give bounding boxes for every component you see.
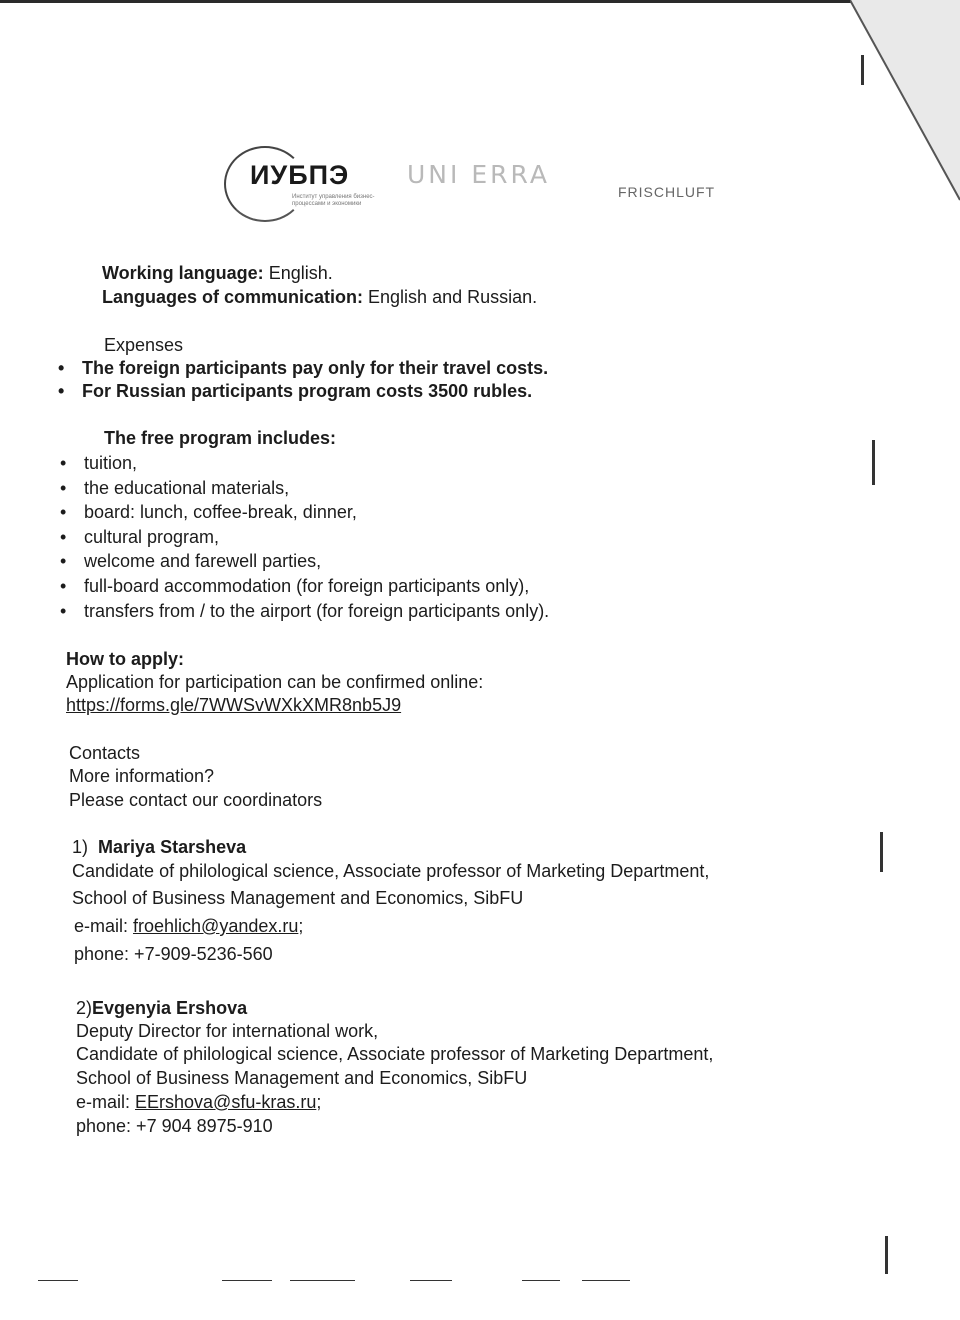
apply-text: Application for participation can be confirmed online: — [66, 672, 484, 692]
working-language — [102, 262, 333, 284]
scan-bottom-line — [522, 1280, 560, 1281]
email-end: ; — [298, 916, 304, 936]
coordinator-detail: Deputy Director for international work, — [76, 1021, 379, 1041]
program-item-text: transfers from / to the airport (for foreign participants only). — [84, 601, 550, 621]
scan-page-edge — [850, 0, 960, 260]
iubpe-logo-text: ИУБПЭ — [250, 160, 350, 190]
scan-bottom-line — [290, 1280, 355, 1281]
bullet: • — [60, 551, 67, 571]
program-item — [60, 477, 290, 499]
program-item — [60, 550, 322, 572]
coordinator-phone: phone: +7 904 8975-910 — [76, 1116, 273, 1136]
coordinator-email-link[interactable]: EErshova@sfu-kras.ru — [135, 1092, 317, 1112]
bullet: • — [58, 381, 65, 401]
scan-mark — [861, 55, 864, 85]
program-item-text: cultural program, — [84, 527, 220, 547]
communication-languages-label: Languages of communication: — [102, 287, 364, 307]
coordinator-number: 1) — [72, 837, 89, 857]
frischluft-logo: FRISCHLUFT — [618, 184, 716, 200]
program-item — [60, 452, 138, 474]
bullet: • — [60, 601, 67, 621]
email-end: ; — [316, 1092, 322, 1112]
coordinator-detail: School of Business Management and Economics, SibFU — [72, 888, 524, 908]
scan-bottom-line — [410, 1280, 452, 1281]
program-item-text: the educational materials, — [84, 478, 290, 498]
partner-logos — [222, 142, 722, 232]
coordinator-number: 2) — [76, 998, 93, 1018]
program-item-text: full-board accommodation (for foreign participants only), — [84, 576, 530, 596]
program-item-text: board: lunch, coffee-break, dinner, — [84, 502, 357, 522]
working-language-label: Working language: — [102, 263, 264, 283]
contacts-heading: Contacts — [69, 743, 141, 763]
iubpe-logo-subtitle: Институт управления бизнес-процессами и экономики — [292, 194, 375, 207]
application-form-link[interactable]: https://forms.gle/7WWSvWXkXMR8nb5J9 — [66, 695, 402, 715]
bullet: • — [58, 358, 65, 378]
bullet: • — [60, 576, 67, 596]
scan-top-line — [0, 0, 960, 3]
expenses-item — [58, 380, 533, 402]
coordinator-email-link[interactable]: froehlich@yandex.ru — [133, 916, 299, 936]
scan-bottom-line — [582, 1280, 630, 1281]
program-item-text: welcome and farewell parties, — [84, 551, 322, 571]
coordinator-detail: Candidate of philological science, Associate professor of Marketing Department, — [72, 861, 710, 881]
coordinator-1-heading — [72, 836, 246, 858]
contacts-line: Please contact our coordinators — [69, 790, 323, 810]
program-heading: The free program includes: — [104, 428, 337, 448]
communication-languages — [102, 286, 537, 308]
middle-logo: UNI ERRA — [407, 160, 550, 189]
apply-heading: How to apply: — [66, 649, 184, 669]
program-item-text: tuition, — [84, 453, 138, 473]
bullet: • — [60, 527, 67, 547]
scan-mark — [885, 1236, 888, 1274]
coordinator-name: Evgenyia Ershova — [92, 998, 248, 1018]
coordinator-email-row — [74, 915, 303, 937]
email-label: e-mail: — [76, 1092, 136, 1112]
iubpe-logo — [222, 142, 392, 230]
email-label: e-mail: — [74, 916, 134, 936]
coordinator-name: Mariya Starsheva — [98, 837, 247, 857]
program-item — [60, 600, 550, 622]
program-item — [60, 526, 220, 548]
expenses-item — [58, 357, 549, 379]
bullet: • — [60, 478, 67, 498]
coordinator-email-row — [76, 1091, 321, 1113]
coordinator-phone: phone: +7-909-5236-560 — [74, 944, 273, 964]
communication-languages-value: English and Russian. — [363, 287, 538, 307]
expenses-item-text: For Russian participants program costs 3500 rubles. — [82, 381, 533, 401]
expenses-item-text: The foreign participants pay only for their travel costs. — [82, 358, 549, 378]
working-language-value: English. — [263, 263, 333, 283]
coordinator-detail: Candidate of philological science, Associate professor of Marketing Department, — [76, 1044, 714, 1064]
scan-bottom-line — [222, 1280, 272, 1281]
coordinator-2-heading — [76, 997, 247, 1019]
program-item — [60, 501, 357, 523]
scan-mark — [880, 832, 883, 872]
scan-mark — [872, 440, 875, 485]
program-item — [60, 575, 530, 597]
scan-bottom-line — [38, 1280, 78, 1281]
expenses-heading: Expenses — [104, 335, 184, 355]
contacts-line: More information? — [69, 766, 215, 786]
bullet: • — [60, 453, 67, 473]
bullet: • — [60, 502, 67, 522]
coordinator-detail: School of Business Management and Economics, SibFU — [76, 1068, 528, 1088]
